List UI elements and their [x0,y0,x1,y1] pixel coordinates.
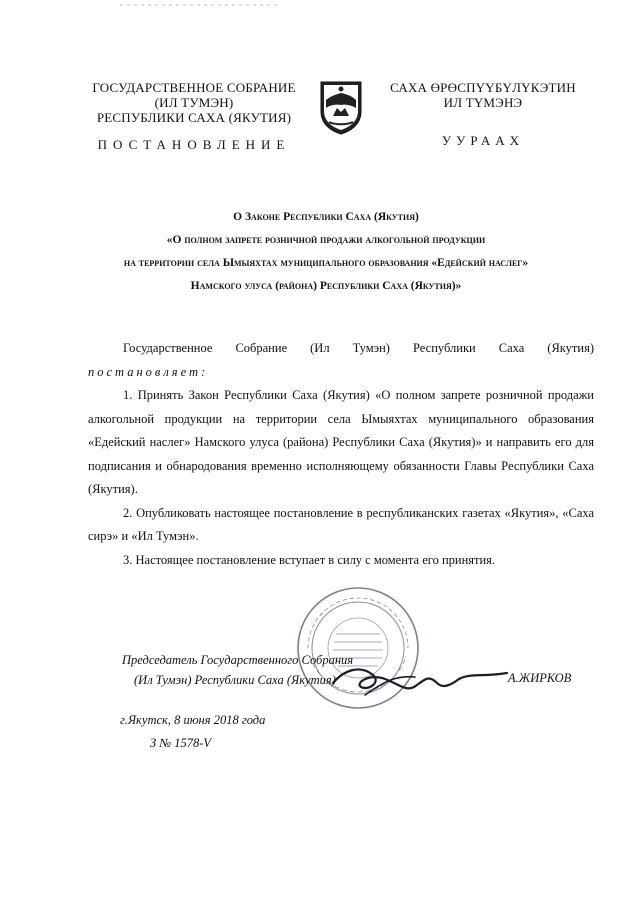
header-right-line: САХА ӨРӨСПҮҮБҮЛҮКЭТИН [390,80,576,95]
intro-paragraph: Государственное Собрание (Ил Тумэн) Республики Саха (Якутия) [123,341,594,355]
doc-type-right: УУРААХ [441,133,525,148]
header-left-line: РЕСПУБЛИКИ САХА (ЯКУТИЯ) [96,110,292,125]
title-line: «О полном запрете розничной продажи алкогольной продукции [166,234,486,246]
title-line: Намского улуса (района) Республики Саха (Якутия)» [190,280,462,292]
header-right-line: ИЛ ТҮМЭНЭ [443,95,523,110]
signatory-position-line2: (Ил Тумэн) Республики Саха (Якутия) [134,673,336,687]
body-item-3: 3. Настоящее постановление вступает в силу с момента его принятия. [123,552,496,567]
signatory-name: А.ЖИРКОВ [508,671,572,685]
title-line: О Законе Республики Саха (Якутия) [233,211,419,223]
title-line: на территории села Ымыяхтах муниципального образования «Едейский наслег» [123,257,529,269]
header-left [74,80,314,125]
place-date: г.Якутск, 8 июня 2018 года [120,713,266,727]
header-right [378,80,588,110]
document-body [88,337,594,572]
doc-type-left: ПОСТАНОВЛЕНИЕ [97,137,291,152]
header-left-line: (ИЛ ТУМЭН) [154,95,234,110]
body-item-2: 2. Опубликовать настоящее постановление в республиканских газетах «Якутия», «Саха сирэ» и «Ил Тумэн». [88,505,594,543]
document-number: З № 1578-V [150,736,212,750]
resolves-label: постановляет: [88,364,209,379]
document-title [60,206,592,298]
body-item-1: 1. Принять Закон Республики Саха (Якутия) «О полном запрете розничной продажи алкогольной продукции на территории села Ымыяхтах муниципального образования «Едейский наслег» Намского улуса (района) Республики Саха (Якутия)» и направить его для подписания и обнародования временно исполняющему обязанности Главы Республики Саха (Якутия). [88,388,594,496]
header-left-line: ГОСУДАРСТВЕННОЕ СОБРАНИЕ [92,80,296,95]
signatory-position-line1: Председатель Государственного Собрания [122,653,354,667]
scan-mark [120,2,280,8]
sakha-coat-of-arms-icon [315,78,367,136]
